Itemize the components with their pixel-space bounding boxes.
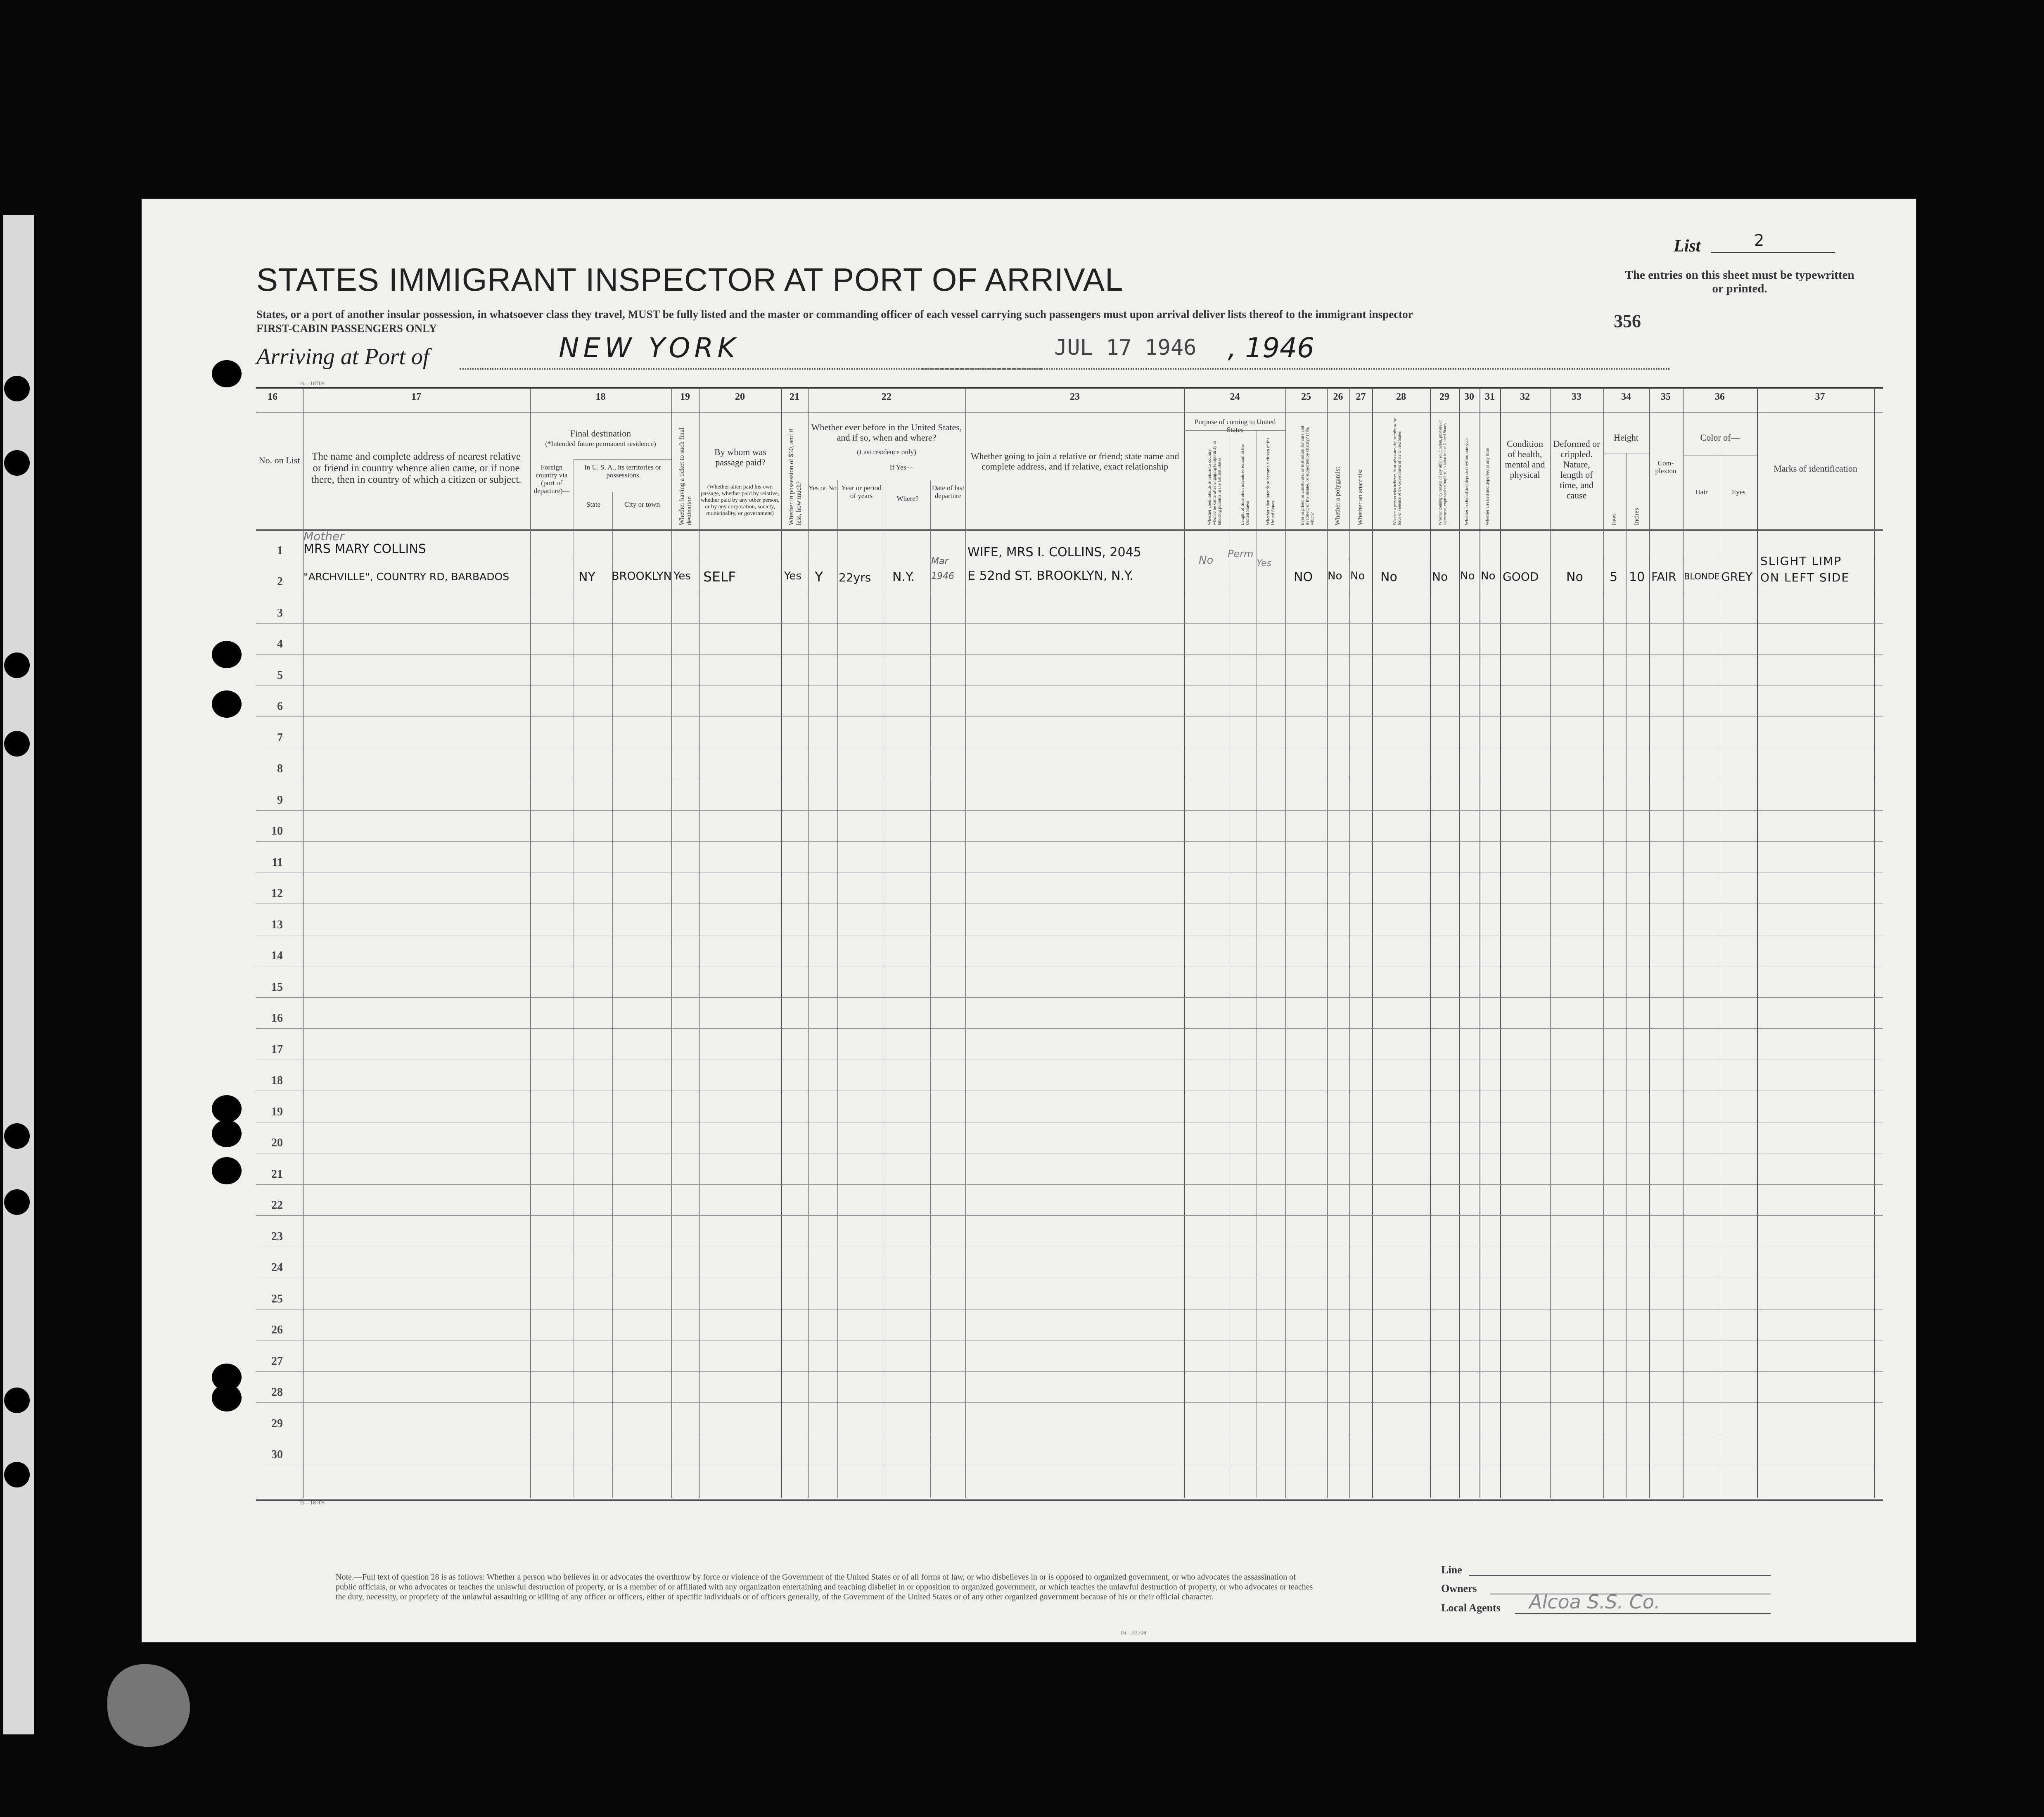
list-label: List: [1674, 237, 1701, 256]
col-divider: [1603, 387, 1604, 1498]
col-number-25: 25: [1301, 391, 1311, 402]
sheet-number: 356: [1614, 311, 1641, 331]
header-health: Condition of health, mental and physical: [1505, 439, 1545, 480]
row-number: 8: [277, 762, 283, 775]
purpose-b-value: Perm: [1228, 548, 1254, 560]
ticket-value: Yes: [673, 570, 691, 582]
marks-line-2: ON LEFT SIDE: [1760, 571, 1850, 584]
col-divider: [1500, 387, 1501, 1498]
header-foreign-country: Foreign country via (port of departure)—: [534, 463, 570, 495]
line-underline: [1469, 1575, 1771, 1576]
polygamist-value: No: [1328, 570, 1342, 582]
manifest-sheet: [142, 199, 1916, 1642]
prison-value: NO: [1294, 570, 1313, 584]
header-final-destination-note: (*Intended future permanent residence): [545, 440, 656, 448]
relative-address: "ARCHVILLE", COUNTRY RD, BARBADOS: [304, 571, 510, 583]
marks-line-1: SLIGHT LIMP: [1760, 554, 1842, 568]
where-value: N.Y.: [892, 570, 915, 584]
years-value: 22yrs: [839, 571, 871, 584]
header-hair: Hair: [1695, 488, 1708, 496]
header-nearest-relative: The name and complete address of nearest relative or friend in country whence alien came, or if none there, then in country of which a citizen or subject.: [311, 451, 522, 485]
col-divider: [1649, 387, 1650, 1498]
col-divider: [1430, 387, 1431, 1498]
col-divider: [1874, 387, 1875, 1498]
col-divider: [965, 387, 966, 1498]
stain: [107, 1664, 190, 1747]
row-number: 17: [271, 1043, 283, 1056]
print-code: 16—33708: [1120, 1630, 1146, 1636]
row-number: 13: [271, 918, 283, 931]
relative-name: MRS MARY COLLINS: [304, 542, 426, 556]
col-divider: [1683, 387, 1684, 1498]
form-code: 16—18709: [299, 381, 325, 387]
col-divider: [530, 387, 531, 1498]
date-stamp: JUL 17 1946: [1054, 335, 1197, 360]
header-purpose-c: Whether alien intends to become a citizen of the United States: [1266, 437, 1276, 525]
relation-note: Mother: [304, 529, 344, 543]
money-value: Yes: [784, 570, 801, 582]
col-number-37: 37: [1815, 391, 1825, 402]
table-row-line: [256, 654, 1883, 655]
header-yes-no: Yes or No: [808, 484, 837, 492]
punch-hole: [4, 731, 30, 757]
header-state: State: [586, 501, 600, 508]
join-line-1: WIFE, MRS I. COLLINS, 2045: [967, 545, 1141, 560]
col-number-22: 22: [882, 391, 892, 402]
col-number-26: 26: [1333, 391, 1343, 402]
punch-hole: [4, 1462, 30, 1487]
row-number: 18: [271, 1074, 283, 1087]
col-number-34: 34: [1621, 391, 1631, 402]
table-row-line: [256, 1215, 1883, 1216]
col-number-30: 30: [1464, 391, 1474, 402]
col-divider: [1285, 387, 1286, 1498]
arrested-value: No: [1481, 570, 1496, 582]
col-divider: [808, 387, 809, 1498]
header-passage-paid: By whom was passage paid?: [714, 447, 766, 467]
table-row-line: [256, 997, 1883, 998]
col-number-18: 18: [595, 391, 606, 402]
subtitle-line-2: FIRST-CABIN PASSENGERS ONLY: [256, 322, 437, 334]
col-number-19: 19: [680, 391, 690, 402]
table-row-line: [256, 623, 1883, 624]
punch-hole: [4, 1189, 30, 1215]
col-divider: [1327, 387, 1328, 1498]
col-number-23: 23: [1070, 391, 1080, 402]
deformed-value: No: [1566, 570, 1583, 584]
header-year-period: Year or period of years: [841, 484, 882, 500]
row-number: 22: [271, 1199, 283, 1212]
adjacent-page-strip: [3, 215, 34, 1734]
owners-label: Owners: [1441, 1582, 1477, 1594]
punch-hole: [4, 1123, 30, 1149]
table-row-line: [256, 716, 1883, 717]
col-number-28: 28: [1396, 391, 1406, 402]
col-divider: [699, 387, 700, 1498]
header-color-of: Color of—: [1700, 432, 1740, 443]
row-number: 28: [271, 1386, 283, 1399]
header-prison: Ever in prison or almshouse, or institution for care and treatment of the insane, or supported by charity? If so, which?: [1300, 426, 1315, 525]
punch-hole: [212, 360, 242, 387]
col-number-33: 33: [1572, 391, 1582, 402]
subtitle-line: States, or a port of another insular possession, in whatsoever class they travel, MUST be fully listed and the master or commanding officer of each vessel carrying such passengers must upon arrival deliver lists thereof to the immigrant inspector: [256, 308, 1413, 320]
col-divider: [837, 480, 838, 1498]
row-number: 20: [271, 1136, 283, 1149]
header-final-destination: Final destination: [570, 428, 631, 439]
row-number: 26: [271, 1324, 283, 1336]
offer-value: No: [1432, 570, 1448, 584]
header-purpose: Purpose of coming to United States: [1194, 418, 1276, 434]
header-purpose-a: Whether alien intends to return to country whence he came after engaging temporarily in laboring pursuits in the United States: [1207, 441, 1222, 525]
col-number-35: 35: [1661, 391, 1671, 402]
feet-value: 5: [1610, 570, 1618, 584]
header-excluded: Whether excluded and deported within one year: [1464, 438, 1469, 525]
row-number: 16: [271, 1012, 283, 1025]
ever-before-value: Y: [815, 569, 823, 585]
form-code: 16—18709: [299, 1500, 325, 1506]
col-divider: [671, 387, 672, 1498]
header-feet: Feet: [1611, 514, 1618, 525]
dest-state: NY: [579, 570, 595, 584]
header-anarchist: Whether an anarchist: [1357, 469, 1364, 525]
col-number-21: 21: [790, 391, 799, 402]
list-number: 2: [1754, 231, 1764, 249]
header-complexion: Com- plexion: [1655, 459, 1676, 475]
punch-hole: [4, 652, 30, 678]
table-row-line: [256, 1184, 1883, 1185]
punch-hole: [212, 1157, 242, 1184]
header-money: Whether in possession of $50, and if less, how much?: [788, 428, 802, 525]
row-number: 2: [277, 575, 283, 588]
agents-value: Alcoa S.S. Co.: [1529, 1591, 1660, 1613]
punch-hole: [212, 690, 242, 718]
punch-hole: [4, 450, 30, 476]
excluded-value: No: [1460, 570, 1475, 582]
col-divider: [1626, 453, 1627, 1498]
punch-hole: [212, 641, 242, 668]
header-overthrow: Whether a person who believes in or advocates the overthrow by force or violence of the Government of the United States: [1393, 418, 1402, 525]
purpose-a-value: No: [1199, 554, 1214, 567]
row-number: 4: [277, 638, 283, 650]
header-bottom-rule: [256, 529, 1883, 531]
header-last-departure: Date of last departure: [932, 484, 965, 500]
col-divider: [1349, 387, 1350, 1498]
punch-hole: [4, 1388, 30, 1413]
col-number-20: 20: [735, 391, 745, 402]
header-passage-note: (Whether alien paid his own passage, whether paid by relative, whether paid by any other person, or by any corporation, society, municipality, or government): [700, 484, 780, 517]
complexion-value: FAIR: [1651, 570, 1676, 584]
row-number: 23: [271, 1230, 283, 1243]
col-divider: [1459, 387, 1460, 1498]
header-polygamist: Whether a polygamist: [1334, 467, 1341, 525]
last-departure-value: Mar 1946: [931, 556, 954, 581]
row-number: 10: [271, 825, 283, 837]
header-eyes: Eyes: [1731, 488, 1746, 496]
col-divider: [1757, 387, 1758, 1498]
row-number: 7: [277, 731, 283, 744]
row-number: 5: [277, 669, 283, 682]
overthrow-value: No: [1380, 570, 1397, 584]
header-ever-before: Whether ever before in the United States, and if so, when and where?: [811, 422, 962, 443]
table-row-line: [256, 810, 1883, 811]
subtitle: [256, 307, 1681, 335]
row-number: 9: [277, 793, 283, 807]
health-value: GOOD: [1503, 570, 1539, 584]
header-join-relative: Whether going to join a relative or friend; state name and complete address, and if relative, exact relationship: [970, 451, 1179, 472]
row-number: 21: [271, 1167, 283, 1181]
col-number-32: 32: [1520, 391, 1530, 402]
entries-note: The entries on this sheet must be typewritten or printed.: [1625, 268, 1854, 295]
date-underline: [922, 368, 1669, 370]
col-divider: [1184, 387, 1185, 1498]
header-deformed: Deformed or crippled. Nature, length of time, and cause: [1553, 439, 1600, 501]
table-row-line: [256, 1028, 1883, 1029]
table-row-line: [256, 1402, 1883, 1403]
col-divider: [1372, 387, 1373, 1498]
header-no-on-list: No. on List: [258, 455, 300, 465]
row-number: 27: [271, 1354, 283, 1368]
col-number-27: 27: [1356, 391, 1366, 402]
col-divider: [930, 480, 931, 1498]
row-number: 12: [271, 887, 283, 900]
page-title: STATES IMMIGRANT INSPECTOR AT PORT OF ARRIVAL: [256, 261, 1124, 298]
row-number: 3: [277, 606, 283, 619]
row-number: 29: [271, 1417, 283, 1430]
port-value: NEW YORK: [559, 332, 740, 364]
header-where: Where?: [896, 495, 919, 503]
agents-label: Local Agents: [1441, 1602, 1501, 1614]
inches-value: 10: [1629, 570, 1645, 584]
header-in-usa: In U. S. A., its territories or possessions: [584, 463, 662, 479]
join-line-2: E 52nd ST. BROOKLYN, N.Y.: [967, 569, 1133, 583]
header-if-yes: If Yes—: [889, 463, 913, 471]
col-number-17: 17: [411, 391, 421, 402]
purpose-c-value: Yes: [1257, 558, 1272, 569]
row-number: 1: [277, 544, 283, 557]
row-number: 6: [277, 700, 283, 713]
table-row-line: [256, 841, 1883, 842]
header-last-residence: (Last residence only): [857, 448, 916, 456]
row-number: 15: [271, 980, 283, 994]
passage-value: SELF: [703, 569, 736, 585]
row-number: 11: [272, 856, 283, 869]
row-number: 14: [271, 949, 283, 962]
header-arrested: Whether arrested and deported at any time: [1485, 448, 1490, 525]
header-city: City or town: [624, 501, 660, 508]
row-number: 24: [271, 1261, 283, 1274]
year-value: , 1946: [1228, 332, 1314, 364]
line-label: Line: [1441, 1564, 1462, 1576]
col-divider: [612, 492, 613, 1498]
port-label: Arriving at Port of: [256, 344, 429, 370]
col-number-24: 24: [1230, 391, 1240, 402]
header-height: Height: [1614, 432, 1639, 443]
punch-hole: [212, 1120, 242, 1147]
hair-value: BLONDE: [1684, 572, 1720, 581]
agents-underline: [1515, 1613, 1771, 1614]
row-number: 30: [271, 1448, 283, 1461]
header-purpose-b: Length of time alien intends to remain in the United States: [1240, 444, 1250, 525]
col-number-29: 29: [1439, 391, 1449, 402]
col-number-36: 36: [1715, 391, 1725, 402]
header-marks: Marks of identification: [1774, 463, 1857, 474]
column-number-separator: [256, 412, 1883, 413]
col-number-16: 16: [268, 391, 277, 402]
footer-note: Note.—Full text of question 28 is as follows: Whether a person who believes in or advocates the overthrow by force or violence of the Government of the United States or of all forms of law, or who disbelieves in or is opposed to organized government, or who advocates the assassination of public officials, or who advocates or teaches the unlawful destruction of property, or is a member of or affiliated with any organization entertaining and teaching disbelief in or opposition to organized government, or which teaches the unlawful destruction of property, or who advocates or teaches the duty, necessity, or propriety of the unlawful assaulting or killing of any officer or officers, either of specific individuals or of officers generally, of the Government of the United States or of any other organized government because of his or their official character.: [336, 1573, 1313, 1601]
list-underline: [1711, 252, 1835, 253]
row-number: 25: [271, 1292, 283, 1305]
col-divider: [781, 387, 782, 1498]
dest-city: BROOKLYN: [612, 570, 672, 583]
punch-hole: [4, 376, 30, 401]
anarchist-value: No: [1350, 570, 1365, 582]
eyes-value: GREY: [1721, 570, 1752, 584]
header-ticket: Whether having a ticket to such final destination: [678, 427, 693, 525]
punch-hole: [212, 1384, 242, 1411]
col-divider: [1550, 387, 1551, 1498]
header-subrule: [574, 459, 671, 460]
table-row-line: [256, 1371, 1883, 1372]
punch-hole: [212, 1095, 242, 1122]
col-number-31: 31: [1485, 391, 1495, 402]
header-offer: Whether coming by reason of any offer, solicitation, promise or agreement, expressed or implied, to labor in the United States: [1438, 420, 1447, 525]
header-inches: Inches: [1633, 508, 1640, 525]
row-number: 19: [271, 1105, 283, 1118]
